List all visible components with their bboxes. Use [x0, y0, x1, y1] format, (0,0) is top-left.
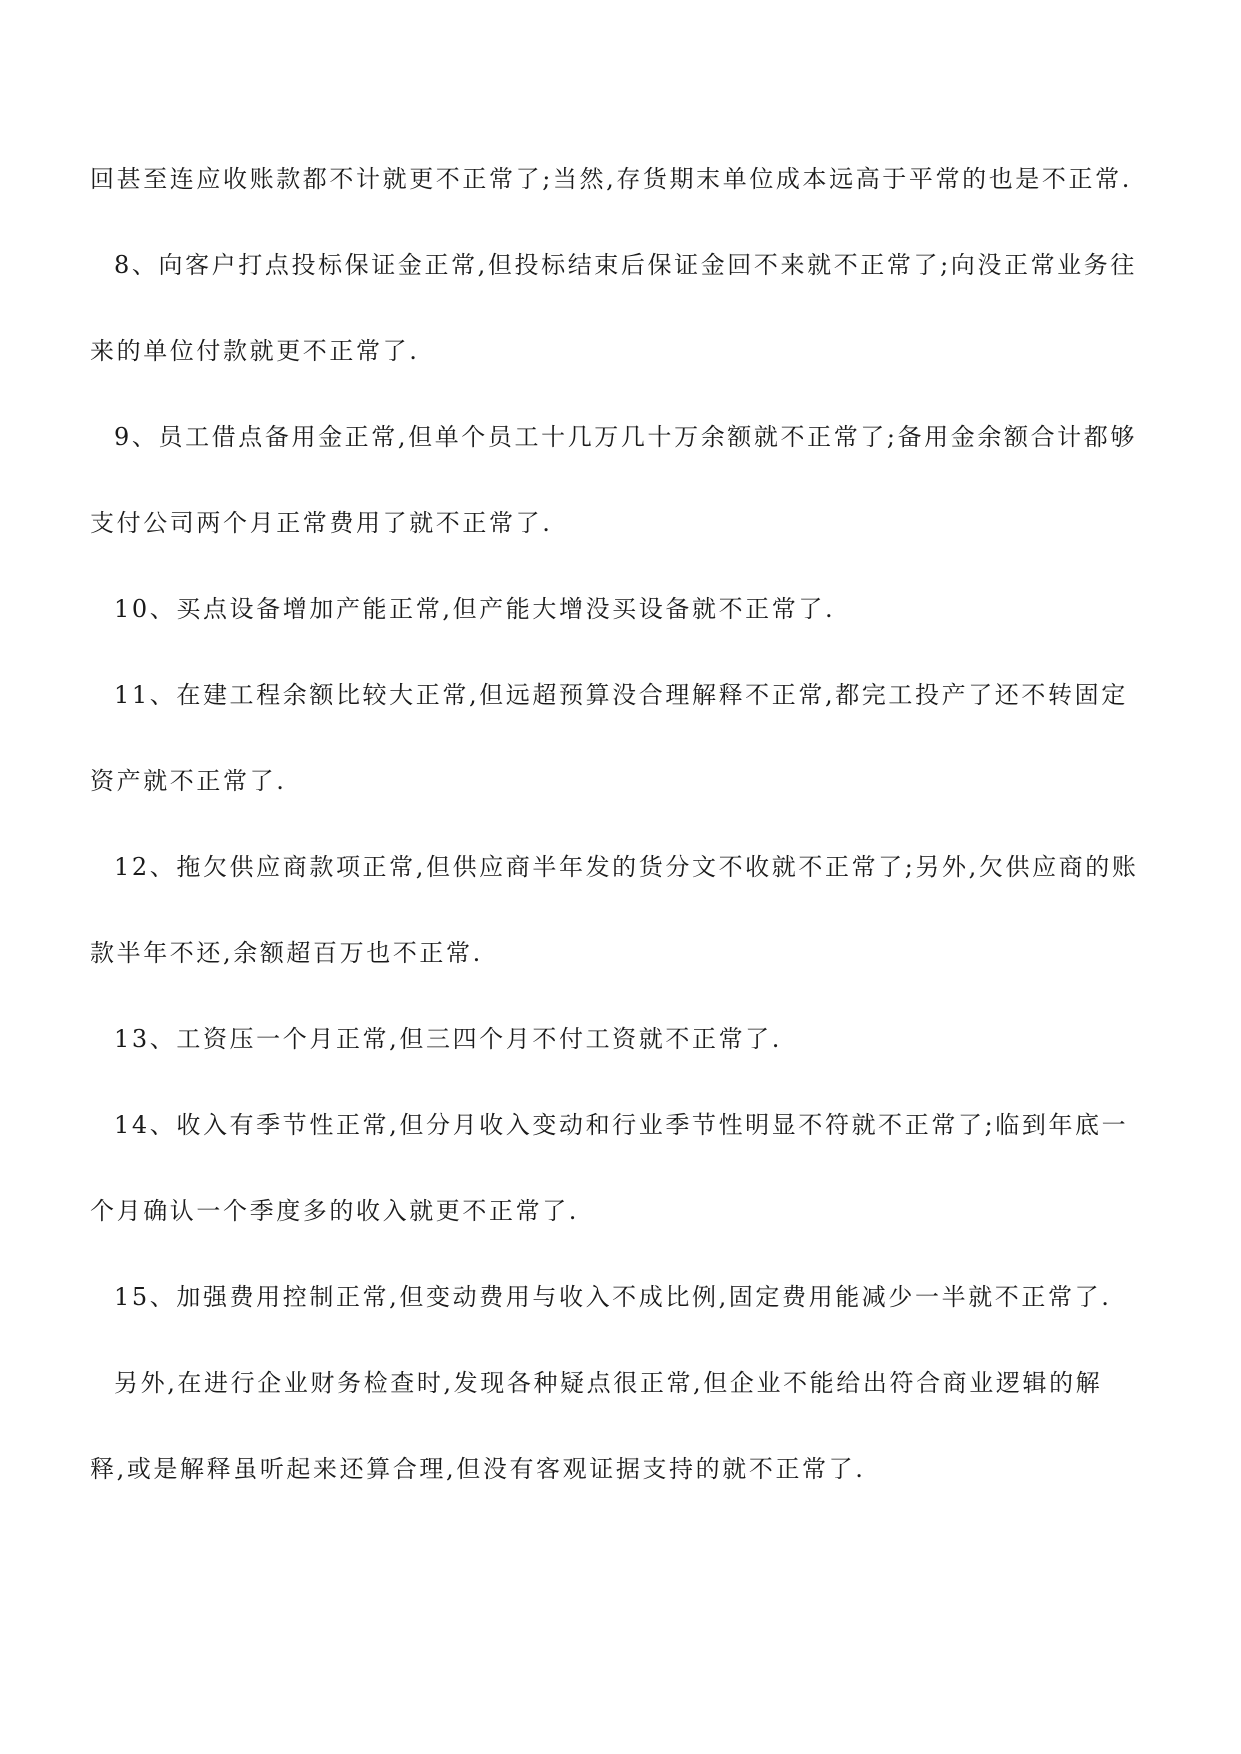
text-line: 资产就不正常了.: [90, 767, 287, 795]
text-line-item-14: 14、收入有季节性正常,但分月收入变动和行业季节性明显不符就不正常了;临到年底一: [114, 1111, 1129, 1139]
text-line: 来的单位付款就更不正常了.: [90, 337, 420, 365]
text-line: 回甚至连应收账款都不计就更不正常了;当然,存货期末单位成本远高于平常的也是不正常.: [90, 165, 1132, 193]
text-line-item-11: 11、在建工程余额比较大正常,但远超预算没合理解释不正常,都完工投产了还不转固定: [114, 681, 1128, 709]
text-line-item-13: 13、工资压一个月正常,但三四个月不付工资就不正常了.: [114, 1025, 782, 1053]
text-line-item-15: 15、加强费用控制正常,但变动费用与收入不成比例,固定费用能减少一半就不正常了.: [114, 1283, 1112, 1311]
text-line-item-10: 10、买点设备增加产能正常,但产能大增没买设备就不正常了.: [114, 595, 836, 623]
text-line: 支付公司两个月正常费用了就不正常了.: [90, 509, 553, 537]
text-line-item-12: 12、拖欠供应商款项正常,但供应商半年发的货分文不收就不正常了;另外,欠供应商的账: [114, 853, 1139, 881]
text-line: 释,或是解释虽听起来还算合理,但没有客观证据支持的就不正常了.: [90, 1455, 866, 1483]
text-line: 款半年不还,余额超百万也不正常.: [90, 939, 483, 967]
text-line-conclusion: 另外,在进行企业财务检查时,发现各种疑点很正常,但企业不能给出符合商业逻辑的解: [114, 1369, 1103, 1397]
text-line: 个月确认一个季度多的收入就更不正常了.: [90, 1197, 580, 1225]
text-line-item-8: 8、向客户打点投标保证金正常,但投标结束后保证金回不来就不正常了;向没正常业务往: [114, 251, 1137, 279]
text-line-item-9: 9、员工借点备用金正常,但单个员工十几万几十万余额就不正常了;备用金余额合计都够: [114, 423, 1137, 451]
document-body: [90, 158, 1150, 1534]
text-block: [90, 158, 1150, 1491]
